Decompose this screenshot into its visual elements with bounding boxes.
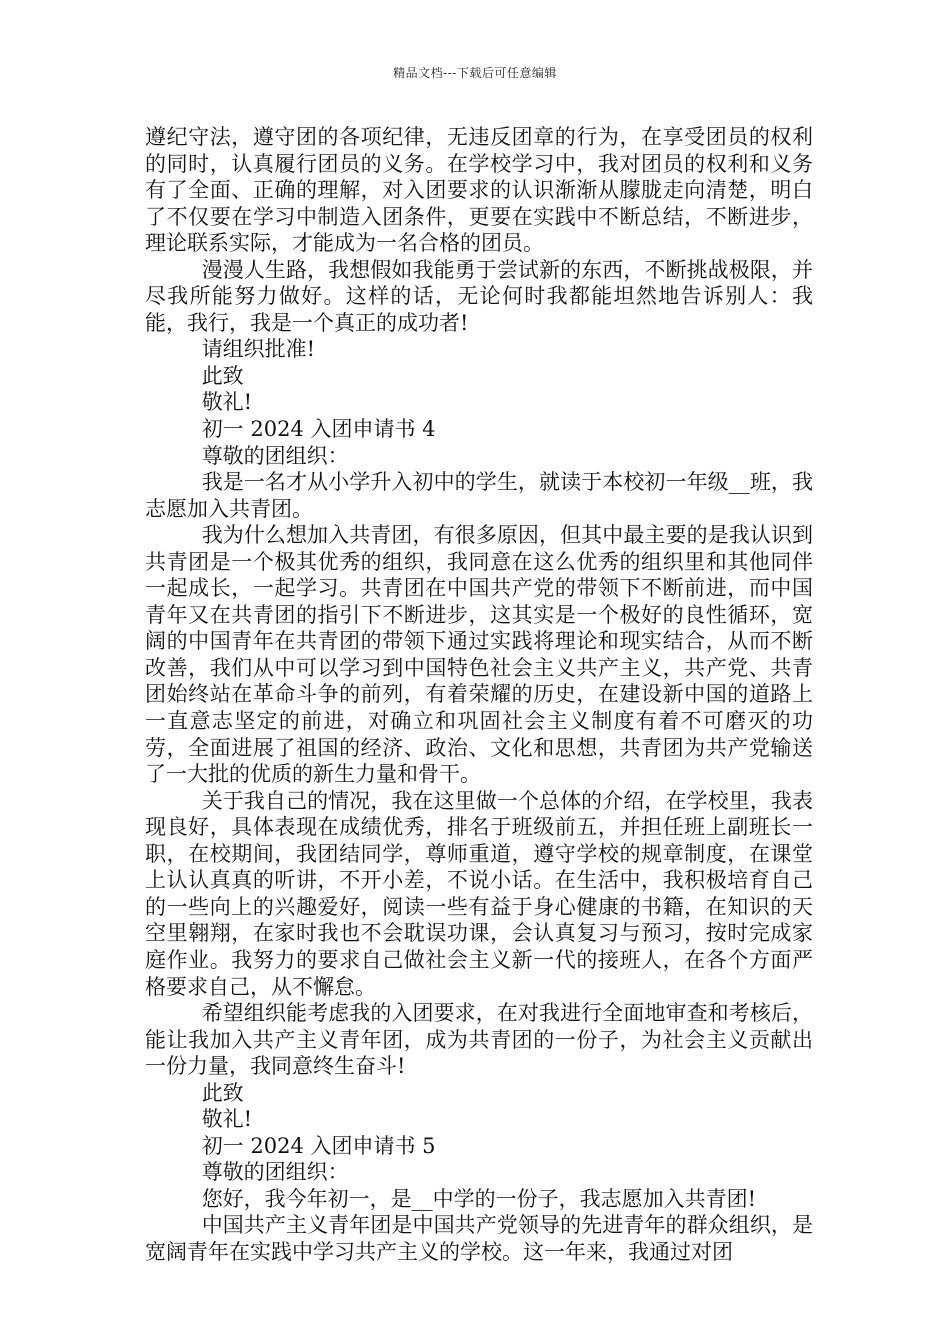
paragraph: 漫漫人生路，我想假如我能勇于尝试新的东西，不断挑战极限，并尽我所能努力做好。这样的话，无论何时我都能坦然地告诉别人：我能，我行，我是一个真正的成功者! [145,257,813,335]
paragraph: 希望组织能考虑我的入团要求，在对我进行全面地审查和考核后，能让我加入共产主义青年团，成为共青团的一份子，为社会主义贡献出一份力量，我同意终生奋斗! [145,1001,813,1079]
closing-request: 请组织批准! [201,337,316,362]
section-title: 初一 2024 入团申请书 5 [201,1133,436,1158]
paragraph: 我为什么想加入共青团，有很多原因，但其中最主要的是我认识到共青团是一个极其优秀的组织，我同意在这么优秀的组织里和其他同伴一起成长，一起学习。共青团在中国共产党的带领下不断前进，而中国青年又在共青团的指引下不断进步，这其实是一个极好的良性循环，宽阔的中国青年在共青团的带领下通过实践将理论和现实结合，从而不断改善，我们从中可以学习到中国特色社会主义共产主义，共产党、共青团始终站在革命斗争的前列，有着荣耀的历史，在建设新中国的道路上一直意志坚定的前进，对确立和巩固社会主义制度有着不可磨灭的功劳，全面进展了祖国的经济、政治、文化和思想，共青团为共产党输送了一大批的优质的新生力量和骨干。 [145,523,813,787]
page-header: 精品文档---下载后可任意编辑 [393,66,557,80]
paragraph: 我是一名才从小学升入初中的学生，就读于本校初一年级__班，我志愿加入共青团。 [145,470,813,521]
paragraph: 遵纪守法，遵守团的各项纪律，无违反团章的行为，在享受团员的权利的同时，认真履行团员的义务。在学校学习中，我对团员的权利和义务有了全面、正确的理解，对入团要求的认识渐渐从朦胧走向清楚，明白了不仅要在学习中制造入团条件，更要在实践中不断总结，不断进步，理论联系实际，才能成为一名合格的团员。 [145,125,813,256]
closing-salutation: 敬礼! [201,390,253,415]
section-title: 初一 2024 入团申请书 4 [201,417,436,442]
document-body [145,124,813,1266]
paragraph: 关于我自己的情况，我在这里做一个总体的介绍，在学校里，我表现良好，具体表现在成绩优秀，排名于班级前五，并担任班上副班长一职，在校期间，我团结同学，尊师重道，遵守学校的规章制度，在课堂上认认真真的听讲，不开小差，不说小话。在生活中，我积极培育自己的一些向上的兴趣爱好，阅读一些有益于身心健康的书籍，在知识的天空里翱翔，在家时我也不会耽误功课，会认真复习与预习，按时完成家庭作业。我努力的要求自己做社会主义新一代的接班人，在各个方面严格要求自己，从不懈怠。 [145,788,813,999]
greeting: 尊敬的团组织： [201,1160,349,1185]
closing-salutation: 此致 [201,363,244,388]
greeting: 尊敬的团组织： [201,443,349,468]
paragraph: 中国共产主义青年团是中国共产党领导的先进青年的群众组织，是宽阔青年在实践中学习共产主义的学校。这一年来，我通过对团 [145,1213,813,1264]
closing-salutation: 敬礼! [201,1107,253,1132]
paragraph: 您好，我今年初一，是__中学的一份子，我志愿加入共青团! [201,1186,757,1211]
closing-salutation: 此致 [201,1080,244,1105]
